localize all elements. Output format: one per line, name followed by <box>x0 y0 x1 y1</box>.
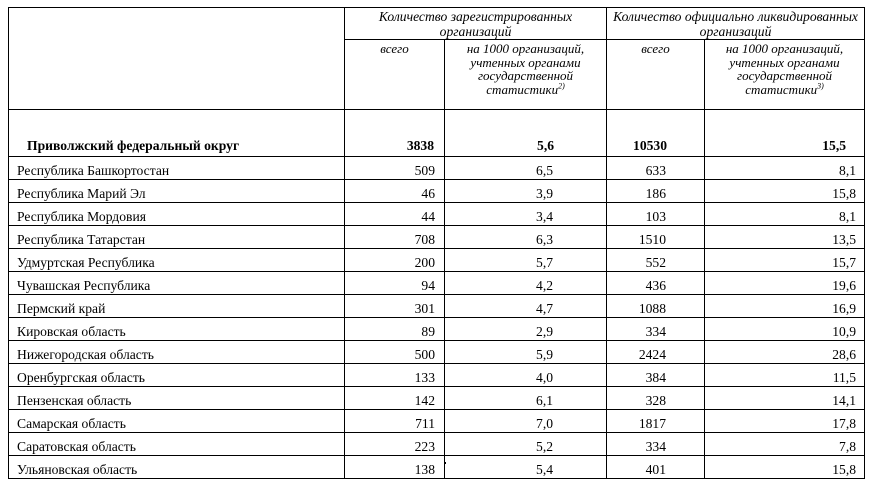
registered-count: 708 <box>345 226 445 249</box>
liquidated-count: 334 <box>607 433 705 456</box>
registered-count: 223 <box>345 433 445 456</box>
region-name: Нижегородская область <box>9 341 345 364</box>
liquidated-count: 1510 <box>607 226 705 249</box>
registered-count: 301 <box>345 295 445 318</box>
region-name: Ульяновская область <box>9 456 345 479</box>
table-header <box>9 8 865 110</box>
statistics-table <box>8 7 865 479</box>
registered-per1000: 5,2 <box>445 433 607 456</box>
registered-count: 133 <box>345 364 445 387</box>
liquidated-per1000: 19,6 <box>705 272 865 295</box>
registered-per1000: 6,5 <box>445 157 607 180</box>
table-row <box>9 433 865 456</box>
liquidated-per1000-label: на 1000 организаций, учтенных органами государственной статистики <box>725 41 844 97</box>
registered-group-header: Количество зарегистрированных организаций <box>345 8 607 40</box>
liquidated-count: 384 <box>607 364 705 387</box>
header-row-groups <box>9 8 865 40</box>
liquidated-count: 401 <box>607 456 705 479</box>
liquidated-total-header: всего <box>607 40 705 110</box>
table-row <box>9 157 865 180</box>
liquidated-per1000: 15,8 <box>705 180 865 203</box>
region-name: Республика Башкортостан <box>9 157 345 180</box>
table-row <box>9 272 865 295</box>
total-liquidated: 10530 <box>607 110 705 157</box>
table-row <box>9 341 865 364</box>
registered-count: 138 <box>345 456 445 479</box>
page-mark <box>444 462 446 464</box>
registered-per1000: 7,0 <box>445 410 607 433</box>
liquidated-count: 1088 <box>607 295 705 318</box>
total-row <box>9 110 865 157</box>
region-header-cell <box>9 8 345 110</box>
region-name: Саратовская область <box>9 433 345 456</box>
registered-count: 200 <box>345 249 445 272</box>
table-row <box>9 203 865 226</box>
table-body <box>9 110 865 479</box>
liquidated-per1000: 10,9 <box>705 318 865 341</box>
total-registered-per1000: 5,6 <box>445 110 607 157</box>
region-name: Пензенская область <box>9 387 345 410</box>
liquidated-per1000-header <box>705 40 865 110</box>
liquidated-count: 633 <box>607 157 705 180</box>
liquidated-per1000: 13,5 <box>705 226 865 249</box>
region-name: Кировская область <box>9 318 345 341</box>
region-name: Республика Мордовия <box>9 203 345 226</box>
liquidated-per1000: 8,1 <box>705 203 865 226</box>
registered-footnote-mark: 2) <box>558 81 565 91</box>
liquidated-count: 328 <box>607 387 705 410</box>
region-name: Удмуртская Республика <box>9 249 345 272</box>
liquidated-count: 334 <box>607 318 705 341</box>
table-row <box>9 456 865 479</box>
registered-total-header: всего <box>345 40 445 110</box>
registered-count: 500 <box>345 341 445 364</box>
liquidated-count: 1817 <box>607 410 705 433</box>
liquidated-per1000: 17,8 <box>705 410 865 433</box>
table-row <box>9 249 865 272</box>
registered-per1000: 2,9 <box>445 318 607 341</box>
liquidated-per1000: 11,5 <box>705 364 865 387</box>
region-name: Чувашская Республика <box>9 272 345 295</box>
registered-per1000: 3,4 <box>445 203 607 226</box>
liquidated-count: 436 <box>607 272 705 295</box>
liquidated-count: 552 <box>607 249 705 272</box>
registered-per1000: 4,2 <box>445 272 607 295</box>
table-row <box>9 226 865 249</box>
region-name: Самарская область <box>9 410 345 433</box>
liquidated-group-header: Количество официально ликвидированных организаций <box>607 8 865 40</box>
registered-count: 44 <box>345 203 445 226</box>
total-registered: 3838 <box>345 110 445 157</box>
registered-count: 89 <box>345 318 445 341</box>
liquidated-per1000: 16,9 <box>705 295 865 318</box>
table-row <box>9 387 865 410</box>
registered-per1000: 4,7 <box>445 295 607 318</box>
registered-per1000: 5,4 <box>445 456 607 479</box>
registered-count: 711 <box>345 410 445 433</box>
liquidated-per1000: 15,8 <box>705 456 865 479</box>
registered-count: 509 <box>345 157 445 180</box>
registered-per1000: 6,3 <box>445 226 607 249</box>
region-name: Республика Татарстан <box>9 226 345 249</box>
region-name: Пермский край <box>9 295 345 318</box>
total-region-name: Приволжский федеральный округ <box>9 110 345 157</box>
liquidated-per1000: 8,1 <box>705 157 865 180</box>
liquidated-count: 2424 <box>607 341 705 364</box>
registered-per1000-label: на 1000 организаций, учтенных органами государственной статистики <box>466 41 585 97</box>
liquidated-count: 186 <box>607 180 705 203</box>
liquidated-per1000: 14,1 <box>705 387 865 410</box>
table-row <box>9 364 865 387</box>
registered-per1000: 4,0 <box>445 364 607 387</box>
liquidated-footnote-mark: 3) <box>817 81 824 91</box>
liquidated-count: 103 <box>607 203 705 226</box>
registered-per1000-header <box>445 40 607 110</box>
region-name: Республика Марий Эл <box>9 180 345 203</box>
registered-count: 94 <box>345 272 445 295</box>
table-row <box>9 318 865 341</box>
region-name: Оренбургская область <box>9 364 345 387</box>
total-liquidated-per1000: 15,5 <box>705 110 865 157</box>
registered-per1000: 5,9 <box>445 341 607 364</box>
liquidated-per1000: 7,8 <box>705 433 865 456</box>
liquidated-per1000: 28,6 <box>705 341 865 364</box>
registered-per1000: 6,1 <box>445 387 607 410</box>
table-row <box>9 180 865 203</box>
registered-count: 142 <box>345 387 445 410</box>
liquidated-per1000: 15,7 <box>705 249 865 272</box>
registered-count: 46 <box>345 180 445 203</box>
table-row <box>9 410 865 433</box>
registered-per1000: 5,7 <box>445 249 607 272</box>
table-row <box>9 295 865 318</box>
registered-per1000: 3,9 <box>445 180 607 203</box>
